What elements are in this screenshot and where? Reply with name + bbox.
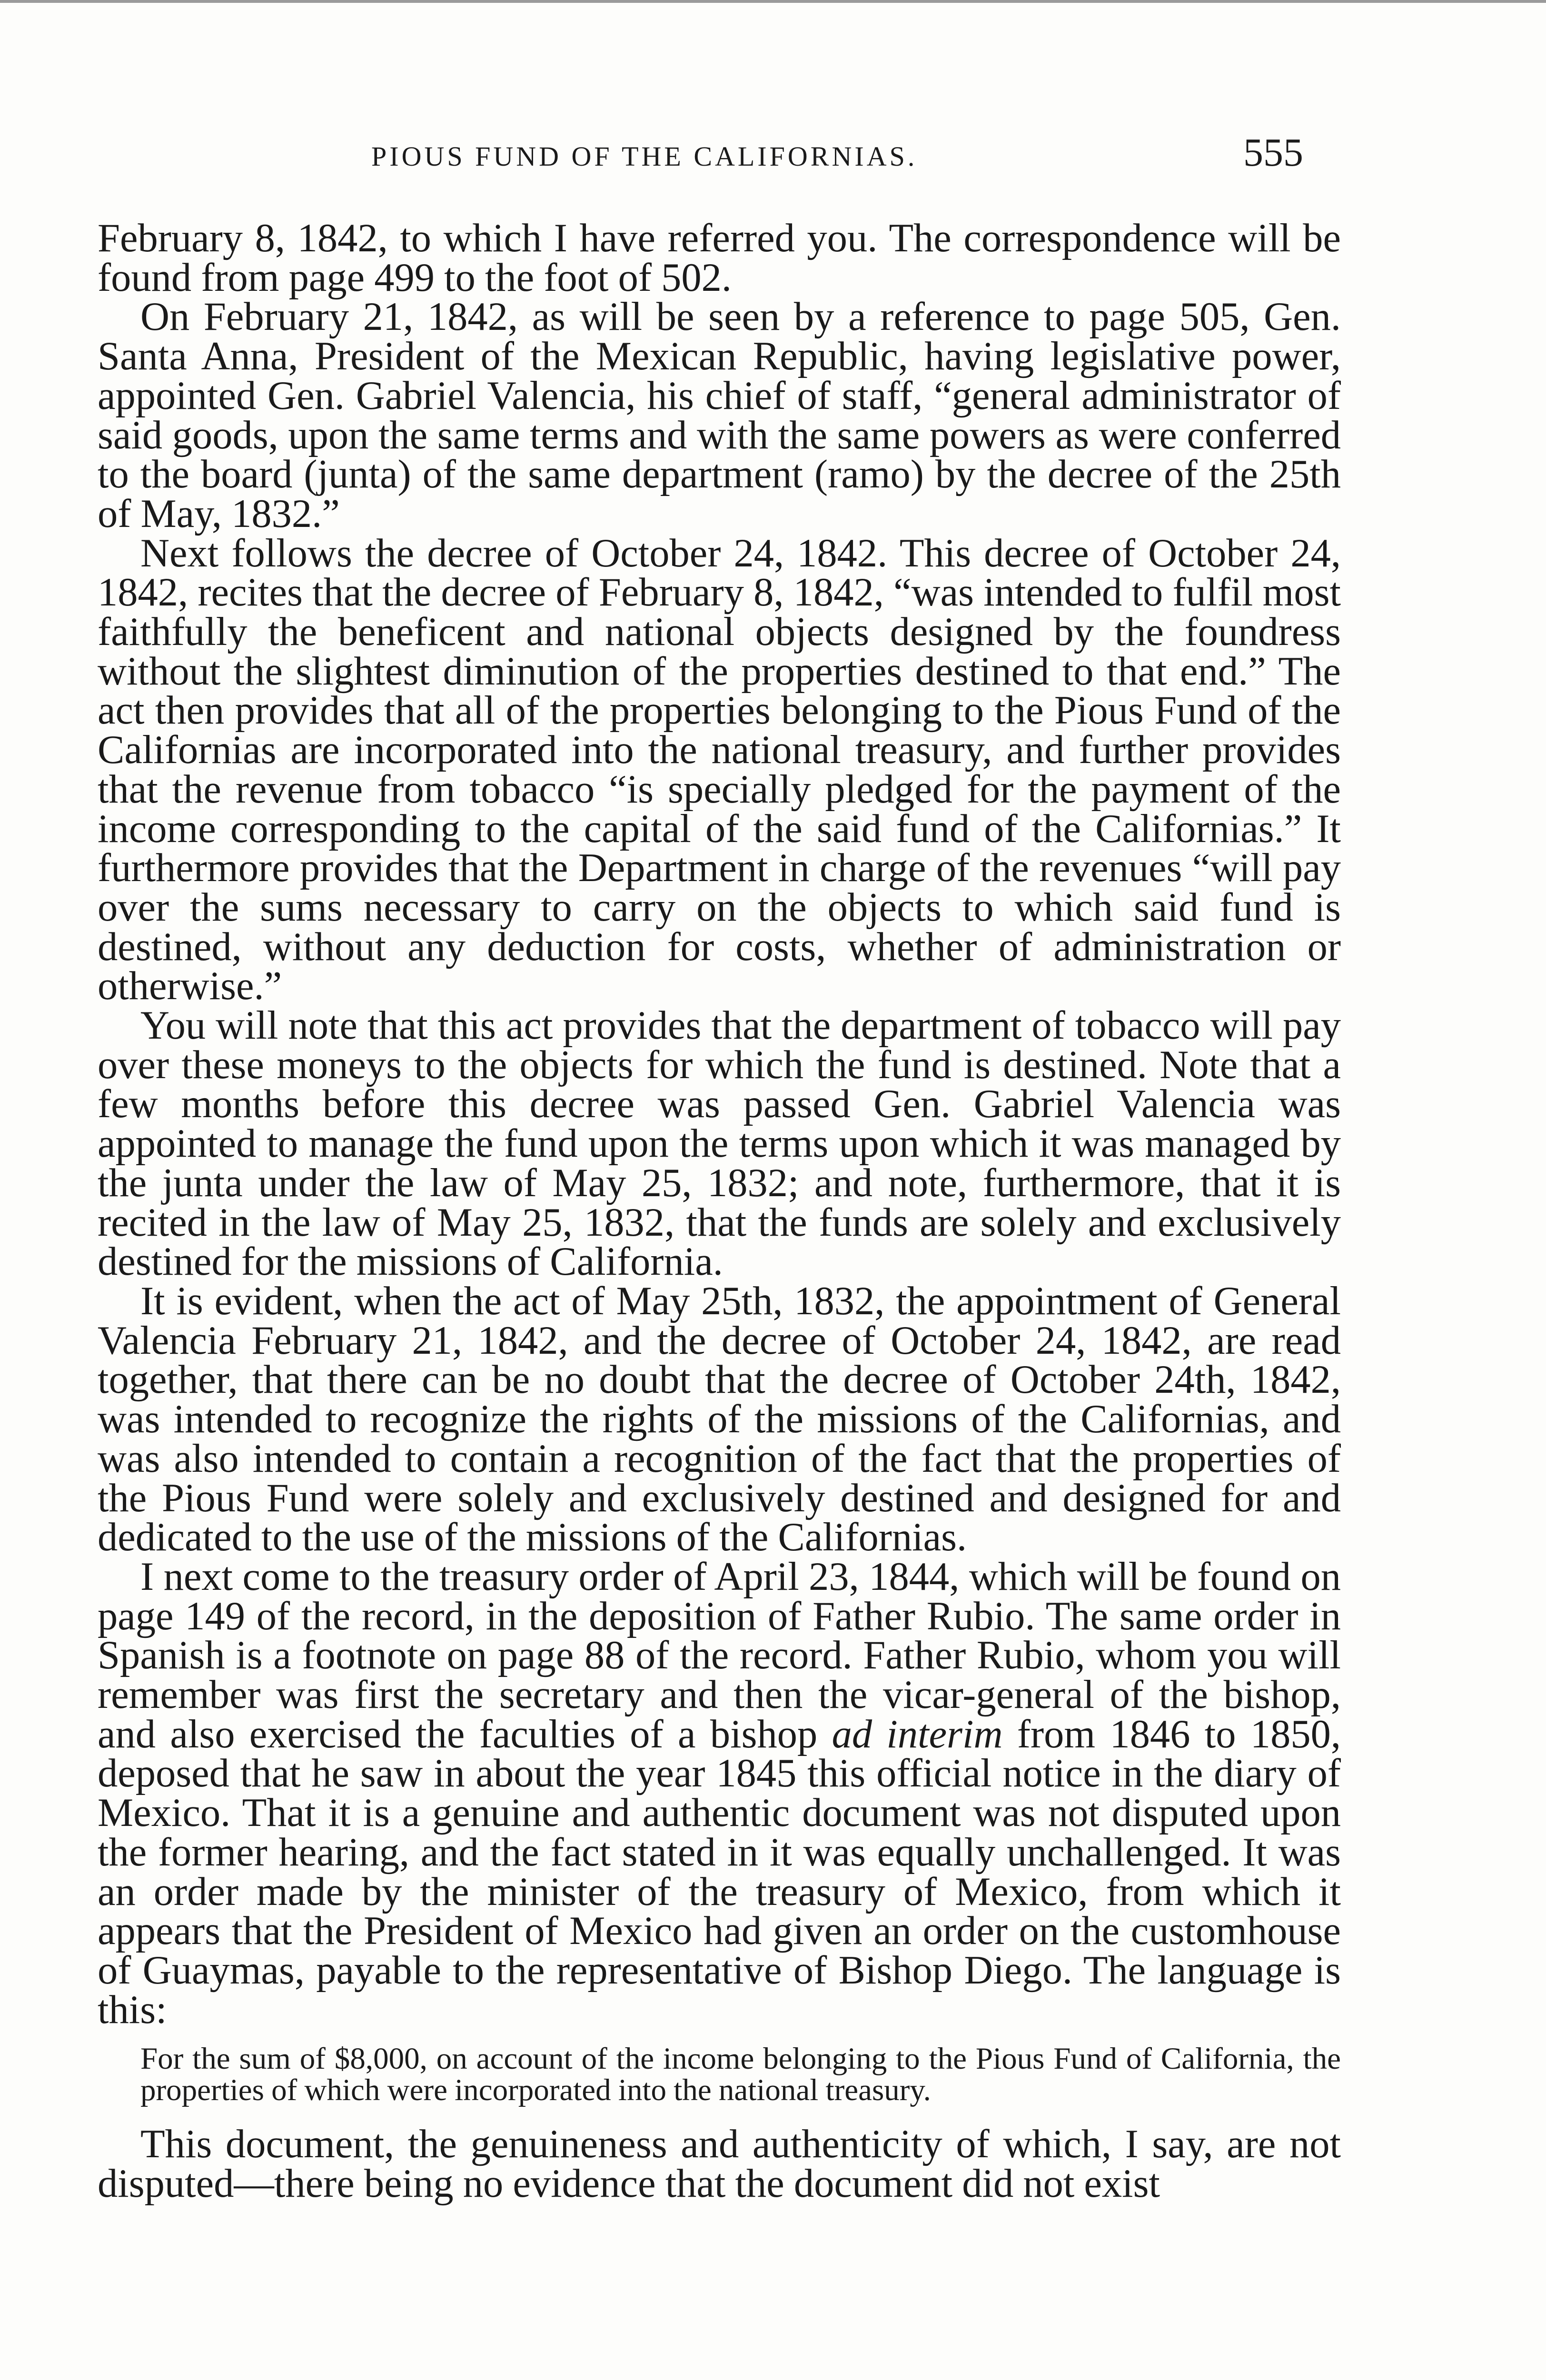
top-edge-rule [0,0,1546,3]
block-quote-text: For the sum of $8,000, on account of the income belonging to the Pious Fund of California, the properties of which were incorporated into the national treasury. [140,2042,1341,2108]
paragraph-5: It is evident, when the act of May 25th, 1832, the appointment of General Valencia February 21, 1842, and the decree of October 24, 1842, are read together, that there can be no doubt that the decree of October 24th, 1842, was intended to recognize the rights of the missions of the Californias, and was also intended to contain a recognition of the fact that the properties of the Pious Fund were solely and exclusively destined and designed for and dedicated to the use of the missions of the Californias. [98,1279,1341,1560]
paragraph-3: Next follows the decree of October 24, 1842. This decree of October 24, 1842, recites that the decree of February 8, 1842, “was intended to fulfil most faithfully the beneficent and national objects designed by the foundress without the slightest diminution of the properties destined to that end.” The act then provides that all of the properties belonging to the Pious Fund of the Californias are incorporated into the national treasury, and further provides that the revenue from tobacco “is specially pledged for the payment of the income corresponding to the capital of the said fund of the Californias.” It furthermore provides that the Department in charge of the revenues “will pay over the sums necessary to carry on the objects to which said fund is destined, without any deduction for costs, whether of administration or otherwise.” [98,531,1341,1009]
paragraph-6-part-2: from 1846 to 1850, deposed that he saw in about the year 1845 this official notice in the diary of Mexico. That it is a genuine and authentic document was not disputed upon the former hearing, and the fact stated in it was equally unchallenged. It was an order made by the minister of the treasury of Mexico, from which it appears that the President of Mexico had given an order on the customhouse of Guaymas, payable to the representative of Bishop Diego. The language is this: [98,1712,1341,2032]
paragraph-1: February 8, 1842, to which I have referred you. The correspondence will be found from page 499 to the foot of 502. [98,216,1341,300]
paragraph-6-italic-phrase: ad interim [832,1712,1003,1756]
page-number: 555 [1243,130,1303,175]
paragraph-6-part-1: I next come to the treasury order of April 23, 1844, which will be found on page 149 of the record, in the deposition of Father Rubio. The same order in Spanish is a footnote on page 88 of the record. Father Rubio, whom you will remember was first the secretary and then the vicar-general of the bishop, and also exercised the faculties of a bishop [98,1554,1341,1756]
closing-paragraph: This document, the genuineness and authenticity of which, I say, are not disputed—there being no evidence that the document did not exist [98,2122,1341,2206]
block-quote [98,2043,1341,2106]
running-head-title: PIOUS FUND OF THE CALIFORNIAS. [371,141,918,172]
paragraph-4: You will note that this act provides that the department of tobacco will pay over these moneys to the objects for which the fund is destined. Note that a few months before this decree was passed Gen. Gabriel Valencia was appointed to manage the fund upon the terms upon which it was managed by the junta under the law of May 25, 1832; and note, furthermore, that it is recited in the law of May 25, 1832, that the funds are solely and exclusively destined for the missions of California. [98,1003,1341,1284]
paragraph-2: On February 21, 1842, as will be seen by a reference to page 505, Gen. Santa Anna, President of the Mexican Republic, having legislative power, appointed Gen. Gabriel Valencia, his chief of staff, “general administrator of said goods, upon the same terms and with the same powers as were conferred to the board (junta) of the same department (ramo) by the decree of the 25th of May, 1832.” [98,295,1341,536]
body-text [98,216,1341,2206]
paragraph-6 [98,1554,1341,2032]
